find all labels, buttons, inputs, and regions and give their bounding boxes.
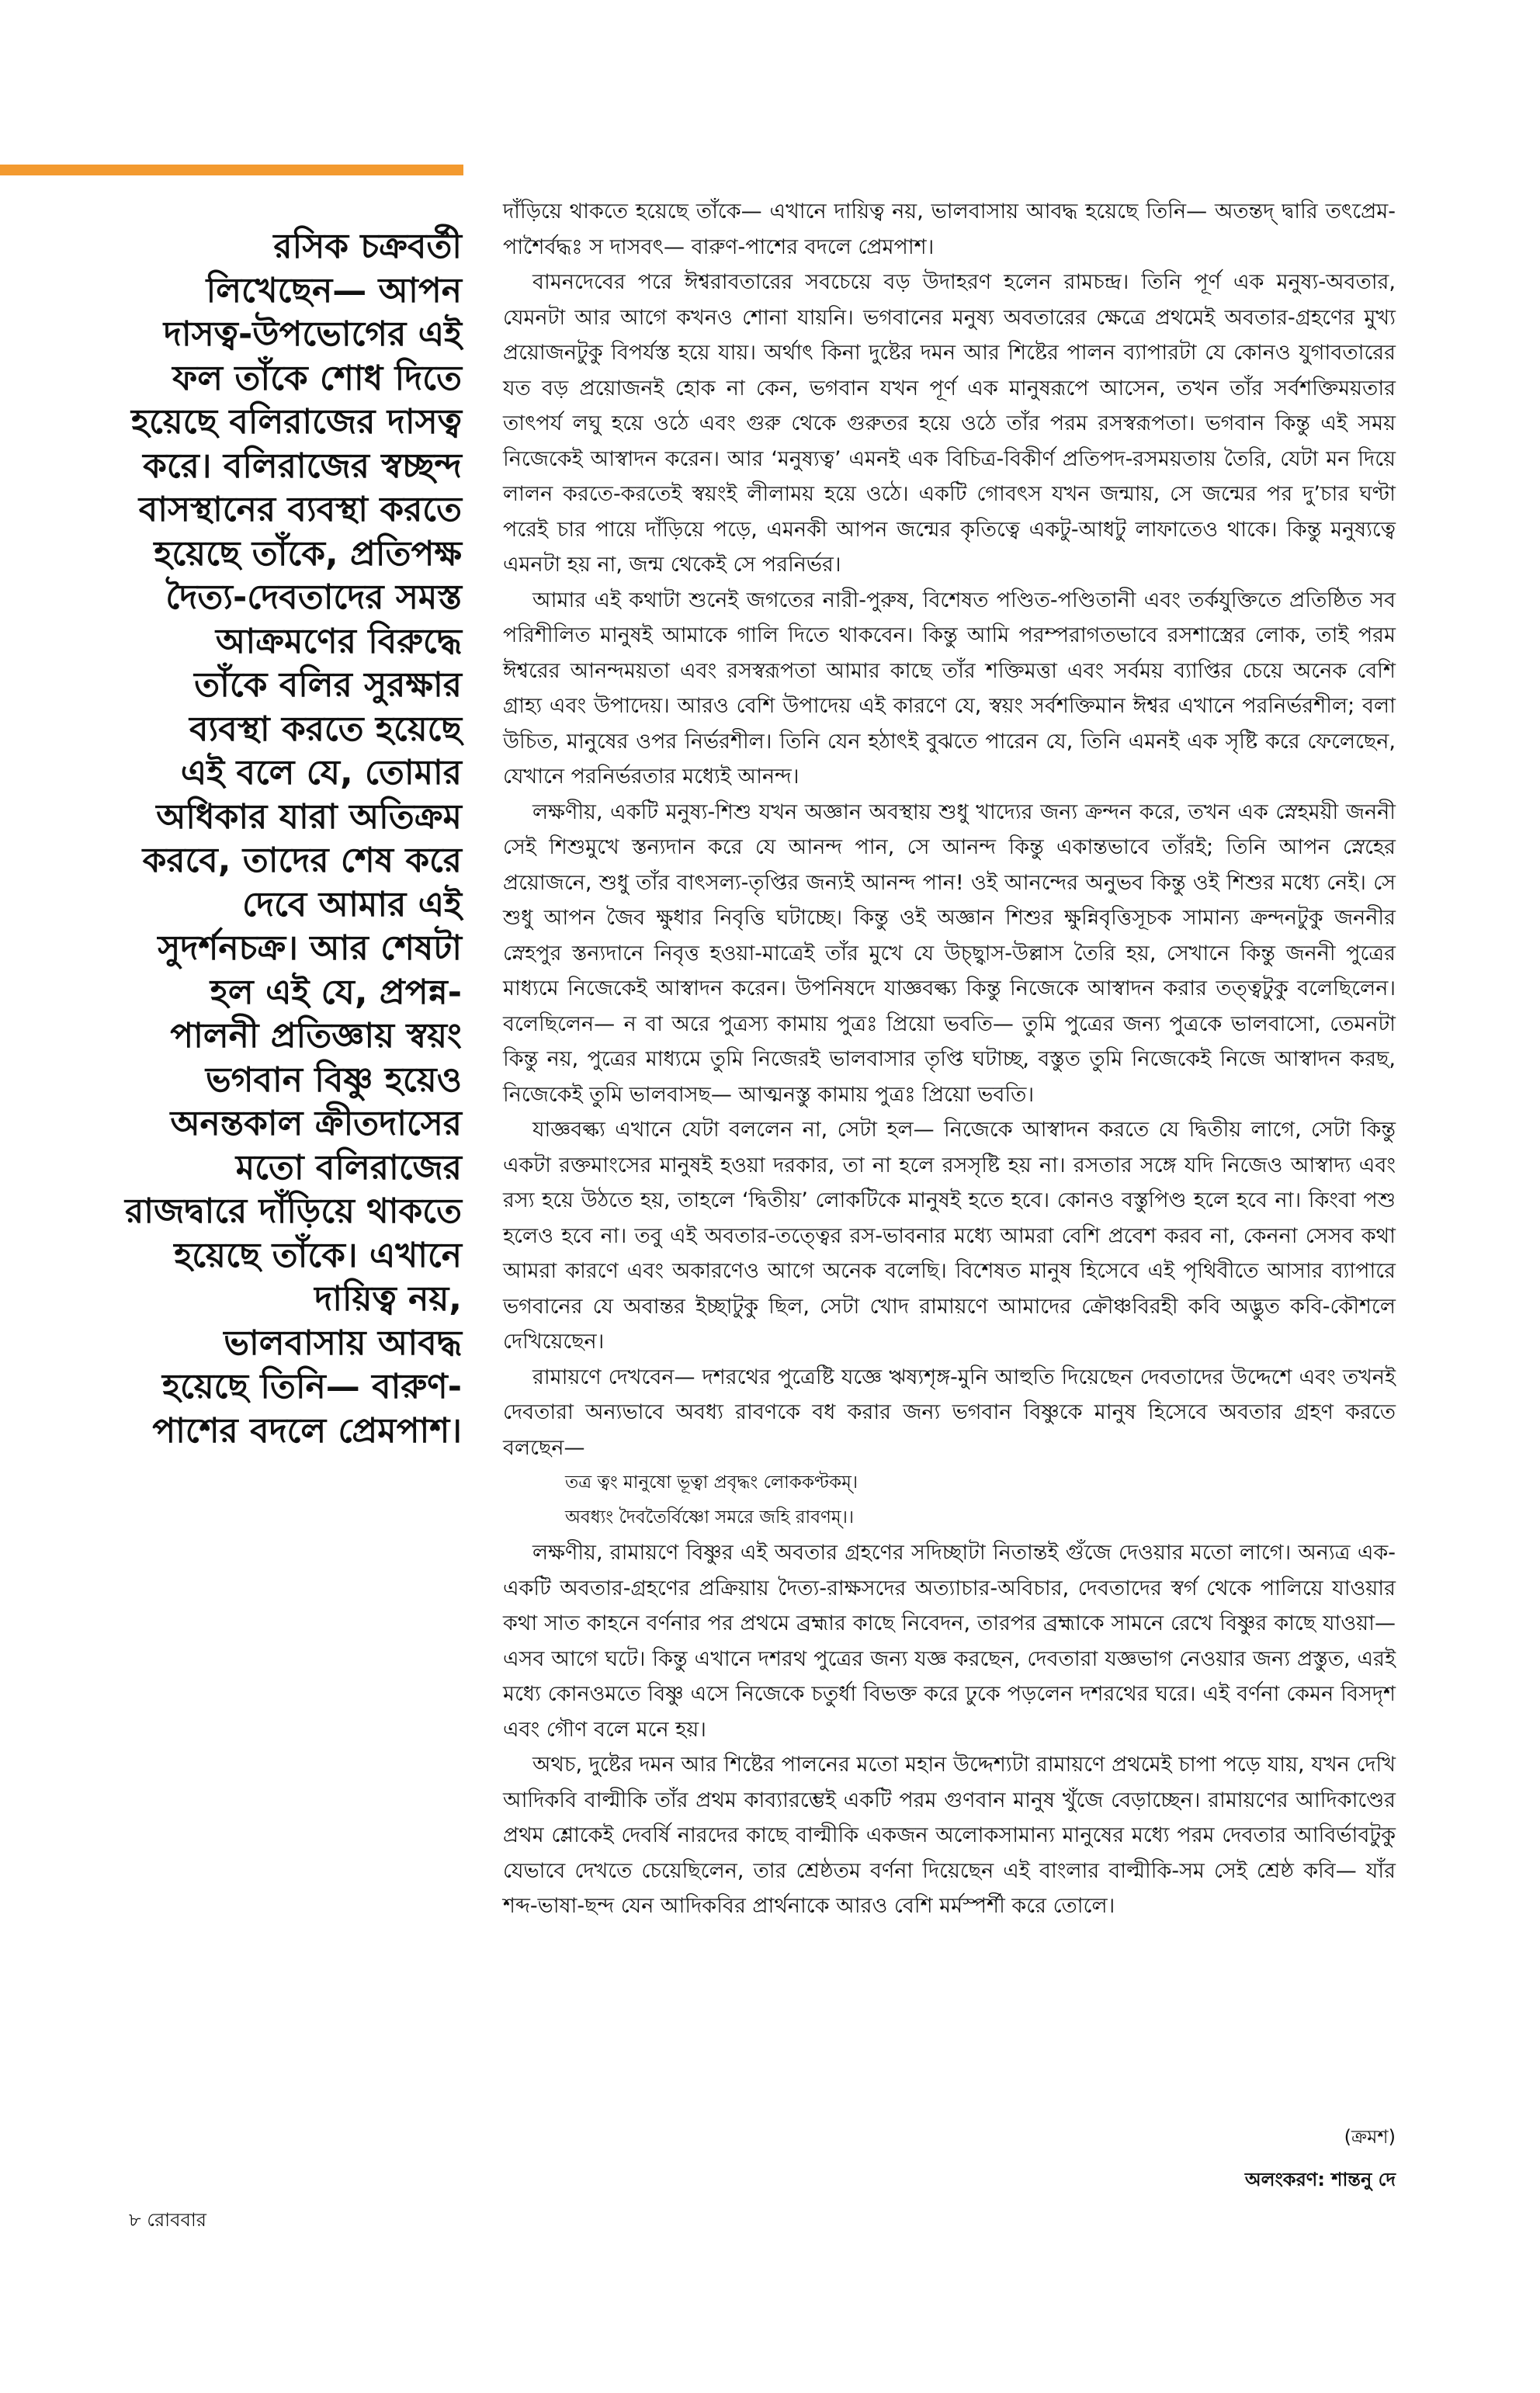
- pull-quote-line: হয়েছে তাঁকে। এখানে: [174, 1235, 462, 1275]
- paragraph: লক্ষণীয়, একটি মনুষ্য-শিশু যখন অজ্ঞান অবস্থায় শুধু খাদ্যের জন্য ক্রন্দন করে, তখন এক স্নেহময়ী জননী সেই শিশুমুখে স্তন্যদান করে যে আনন্দ পান, সে আনন্দ কিন্তু একান্তভাবে তাঁরই; তিনি আপন স্নেহের প্রয়োজনে, শুধু তাঁর বাৎসল্য-তৃপ্তির জন্যই আনন্দ পান! ওই আনন্দের অনুভব কিন্তু ওই শিশুর মধ্যে নেই। সে শুধু আপন জৈব ক্ষুধার নিবৃত্তি ঘটাচ্ছে। কিন্তু ওই অজ্ঞান শিশুর ক্ষুন্নিবৃত্তিসূচক সামান্য ক্রন্দনটুকু জননীর স্নেহপুর স্তন্যদানে নিবৃত্ত হওয়া-মাত্রেই তাঁর মুখে যে উচ্ছ্বাস-উল্লাস তৈরি হয়, সেখানে কিন্তু জননী পুত্রের মাধ্যমে নিজেকেই আস্বাদন করেন। উপনিষদে যাজ্ঞবল্ক্য কিন্তু নিজেকে আস্বাদন করার তত্ত্বটুকু বলেছিলেন। বলেছিলেন— ন বা অরে পুত্রস্য কামায় পুত্রঃ প্রিয়ো ভবতি— তুমি পুত্রের জন্য পুত্রকে ভালবাসো, তেমনটা কিন্তু নয়, পুত্রের মাধ্যমে তুমি নিজেরই ভালবাসার তৃপ্তি ঘটাচ্ছ, বস্তুত তুমি নিজেকেই নিজে আস্বাদন করছ, নিজেকেই তুমি ভালবাসছ— আত্মনস্তু কামায় পুত্রঃ প্রিয়ো ভবতি।: [503, 799, 1396, 1107]
- pull-quote: [47, 225, 462, 1453]
- pull-quote-line: মতো বলিরাজের: [235, 1147, 462, 1188]
- pull-quote-line: বাসস্থানের ব্যবস্থা করতে: [138, 490, 462, 529]
- pull-quote-line: ভালবাসায় আবদ্ধ: [224, 1323, 462, 1363]
- continued-note: (ক্রমশ): [1344, 2126, 1396, 2148]
- paragraph: যাজ্ঞবল্ক্য এখানে যেটা বললেন না, সেটা হল— নিজেকে আস্বাদন করতে যে দ্বিতীয় লাগে, সেটা কিন্তু একটা রক্তমাংসের মানুষই হওয়া দরকার, তা না হলে রসসৃষ্টি হয় না। রসতার সঙ্গে যদি নিজেও আস্বাদ্য এবং রস্য হয়ে উঠতে হয়, তাহলে ‘দ্বিতীয়’ লোকটিকে মানুষই হতে হবে। কোনও বস্তুপিণ্ড হলে হবে না। কিংবা পশু হলেও হবে না। তবু এই অবতার-তত্ত্বের রস-ভাবনার মধ্যে আমরা বেশি প্রবেশ করব না, কেননা সেসব কথা আমরা কারণে এবং অকারণেও আগে অনেক বলেছি। বিশেষত মানুষ হিসেবে এই পৃথিবীতে আসার ব্যাপারে ভগবানের যে অবান্তর ইচ্ছাটুকু ছিল, সেটা খোদ রামায়ণে আমাদের ক্রৌঞ্চবিরহী কবি অদ্ভুত কবি-কৌশলে দেখিয়েছেন।: [503, 1118, 1396, 1354]
- pull-quote-line: আক্রমণের বিরুদ্ধে: [215, 621, 462, 661]
- paragraph: লক্ষণীয়, রামায়ণে বিষ্ণুর এই অবতার গ্রহণের সদিচ্ছাটা নিতান্তই গুঁজে দেওয়ার মতো লাগে। অন্যত্র এক-একটি অবতার-গ্রহণের প্রক্রিয়ায় দৈত্য-রাক্ষসদের অত্যাচার-অবিচার, দেবতাদের স্বর্গ থেকে পালিয়ে যাওয়ার কথা সাত কাহনে বর্ণনার পর প্রথমে ব্রহ্মার কাছে নিবেদন, তারপর ব্রহ্মাকে সামনে রেখে বিষ্ণুর কাছে যাওয়া— এসব আগে ঘটে। কিন্তু এখানে দশরথ পুত্রের জন্য যজ্ঞ করছেন, দেবতারা যজ্ঞভাগ নেওয়ার জন্য প্রস্তুত, এরই মধ্যে কোনওমতে বিষ্ণু এসে নিজেকে চতুর্ধা বিভক্ত করে ঢুকে পড়লেন দশরথের ঘরে। এই বর্ণনা কেমন বিসদৃশ এবং গৌণ বলে মনে হয়।: [503, 1541, 1396, 1742]
- illustration-credit: অলংকরণ: শান্তনু দে: [1244, 2169, 1396, 2190]
- pull-quote-line: করবে, তাদের শেষ করে: [142, 841, 462, 880]
- paragraph: রামায়ণে দেখবেন— দশরথের পুত্রেষ্টি যজ্ঞে ঋষ্যশৃঙ্গ-মুনি আহুতি দিয়েছেন দেবতাদের উদ্দেশে এবং তখনই দেবতারা অন্যভাবে অবধ্য রাবণকে বধ করার জন্য ভগবান বিষ্ণুকে মানুষ হিসেবে অবতার গ্রহণ করতে বলছেন—: [503, 1365, 1396, 1460]
- pull-quote-line: সুদর্শনচক্র। আর শেষটা: [158, 928, 462, 968]
- pull-quote-line: লিখেছেন— আপন: [206, 270, 462, 310]
- pull-quote-line: ব্যবস্থা করতে হয়েছে: [189, 709, 462, 749]
- verse-line: অবধ্যং দৈবতৈর্বিষ্ণো সমরে জহি রাবণম্।।: [565, 1507, 855, 1528]
- pull-quote-line: রসিক চক্রবর্তী: [273, 227, 462, 266]
- paragraph: অথচ, দুষ্টের দমন আর শিষ্টের পালনের মতো মহান উদ্দেশ্যটা রামায়ণে প্রথমেই চাপা পড়ে যায়, যখন দেখি আদিকবি বাল্মীকি তাঁর প্রথম কাব্যারম্ভেই একটি পরম গুণবান মানুষ খুঁজে বেড়াচ্ছেন। রামায়ণের আদিকাণ্ডের প্রথম শ্লোকেই দেবর্ষি নারদের কাছে বাল্মীকি একজন অলোকসামান্য মানুষের মধ্যে পরম দেবতার আবির্ভাবটুকু যেভাবে দেখতে চেয়েছিলেন, তার শ্রেষ্ঠতম বর্ণনা দিয়েছেন এই বাংলার বাল্মীকি-সম সেই শ্রেষ্ঠ কবি— যাঁর শব্দ-ভাষা-ছন্দ যেন আদিকবির প্রার্থনাকে আরও বেশি মর্মস্পর্শী করে তোলে।: [503, 1753, 1396, 1918]
- pull-quote-line: পালনী প্রতিজ্ঞায় স্বয়ং: [170, 1016, 462, 1056]
- paragraph: বামনদেবের পরে ঈশ্বরাবতারের সবচেয়ে বড় উদাহরণ হলেন রামচন্দ্র। তিনি পূর্ণ এক মনুষ্য-অবতার, যেমনটা আর আগে কখনও শোনা যায়নি। ভগবানের মনুষ্য অবতারের ক্ষেত্রে প্রথমেই অবতার-গ্রহণের মুখ্য প্রয়োজনটুকু বিপর্যস্ত হয়ে যায়। অর্থাৎ কিনা দুষ্টের দমন আর শিষ্টের পালন ব্যাপারটা যে কোনও যুগাবতারের যত বড় প্রয়োজনই হোক না কেন, ভগবান যখন পূর্ণ এক মানুষরূপে আসেন, তখন তাঁর সর্বশক্তিময়তার তাৎপর্য লঘু হয়ে ওঠে এবং গুরু থেকে গুরুতর হয়ে ওঠে তাঁর পরম রসস্বরূপতা। ভগবান কিন্তু এই সময় নিজেকেই আস্বাদন করেন। আর ‘মনুষ্যত্ব’ এমনই এক বিচিত্র-বিকীর্ণ প্রতিপদ-রসময়তায় তৈরি, যেটা মন দিয়ে লালন করতে-করতেই স্বয়ংই লীলাময় হয়ে ওঠে। একটি গোবৎস যখন জন্মায়, সে জন্মের পর দু’চার ঘণ্টা পরেই চার পায়ে দাঁড়িয়ে পড়ে, এমনকী আপন জন্মের কৃতিত্বে একটু-আধটু লাফাতেও থাকে। কিন্তু মনুষ্যত্বে এমনটা হয় না, জন্ম থেকেই সে পরনির্ভর।: [503, 270, 1396, 577]
- pull-quote-line: দেবে আমার এই: [242, 884, 462, 924]
- pull-quote-line: রাজদ্বারে দাঁড়িয়ে থাকতে: [125, 1191, 462, 1231]
- pull-quote-line: তাঁকে বলির সুরক্ষার: [194, 665, 462, 705]
- pull-quote-line: হয়েছে তাঁকে, প্রতিপক্ষ: [154, 533, 462, 574]
- pull-quote-line: দাসত্ব-উপভোগের এই: [163, 314, 462, 354]
- pull-quote-line: করে। বলিরাজের স্বচ্ছন্দ: [143, 446, 462, 486]
- pull-quote-line: ফল তাঁকে শোধ দিতে: [172, 358, 462, 398]
- pull-quote-line: পাশের বদলে প্রেমপাশ।: [152, 1410, 462, 1451]
- pull-quote-line: হয়েছে তিনি— বারুণ-: [161, 1367, 462, 1406]
- verse-line: তত্র ত্বং মানুষো ভূত্বা প্রবৃদ্ধং লোককণ্টকম্।: [565, 1472, 858, 1493]
- paragraph: আমার এই কথাটা শুনেই জগতের নারী-পুরুষ, বিশেষত পণ্ডিত-পণ্ডিতানী এবং তর্কযুক্তিতে প্রতিষ্ঠিত সব পরিশীলিত মানুষই আমাকে গালি দিতে থাকবেন। কিন্তু আমি পরম্পরাগতভাবে রসশাস্ত্রের লোক, তাই পরম ঈশ্বরের আনন্দময়তা এবং রসস্বরূপতা আমার কাছে তাঁর শক্তিমত্তা এবং সর্বময় ব্যাপ্তির চেয়ে অনেক বেশি গ্রাহ্য এবং উপাদেয়। আরও বেশি উপাদেয় এই কারণে যে, স্বয়ং সর্বশক্তিমান ঈশ্বর এখানে পরনির্ভরশীল; বলা উচিত, মানুষের ওপর নির্ভরশীল। তিনি যেন হঠাৎই বুঝতে পারেন যে, তিনি এমনই এক সৃষ্টি করে ফেলেছেন, যেখানে পরনির্ভরতার মধ্যেই আনন্দ।: [503, 588, 1396, 789]
- pull-quote-line: হল এই যে, প্রপন্ন-: [210, 972, 462, 1012]
- accent-bar: [0, 165, 463, 175]
- pull-quote-line: অনন্তকাল ক্রীতদাসের: [170, 1104, 462, 1143]
- article-body: [503, 194, 1396, 1924]
- pull-quote-line: হয়েছে বলিরাজের দাসত্ব: [130, 402, 462, 442]
- pull-quote-line: অধিকার যারা অতিক্রম: [156, 796, 462, 837]
- pull-quote-line: দৈত্য-দেবতাদের সমস্ত: [165, 577, 462, 617]
- paragraph: দাঁড়িয়ে থাকতে হয়েছে তাঁকে— এখানে দায়িত্ব নয়, ভালবাসায় আবদ্ধ হয়েছে তিনি— অতন্তদ্ দ্বারি তৎপ্রেম-পাশৈর্বদ্ধঃ স দাসবৎ— বারুণ-পাশের বদলে প্রেমপাশ।: [503, 199, 1396, 259]
- pull-quote-line: ভগবান বিষ্ণু হয়েও: [205, 1060, 462, 1100]
- pull-quote-line: দায়িত্ব নয়,: [314, 1279, 462, 1319]
- page-folio: ৮ রোববার: [129, 2209, 206, 2231]
- pull-quote-line: এই বলে যে, তোমার: [180, 753, 462, 792]
